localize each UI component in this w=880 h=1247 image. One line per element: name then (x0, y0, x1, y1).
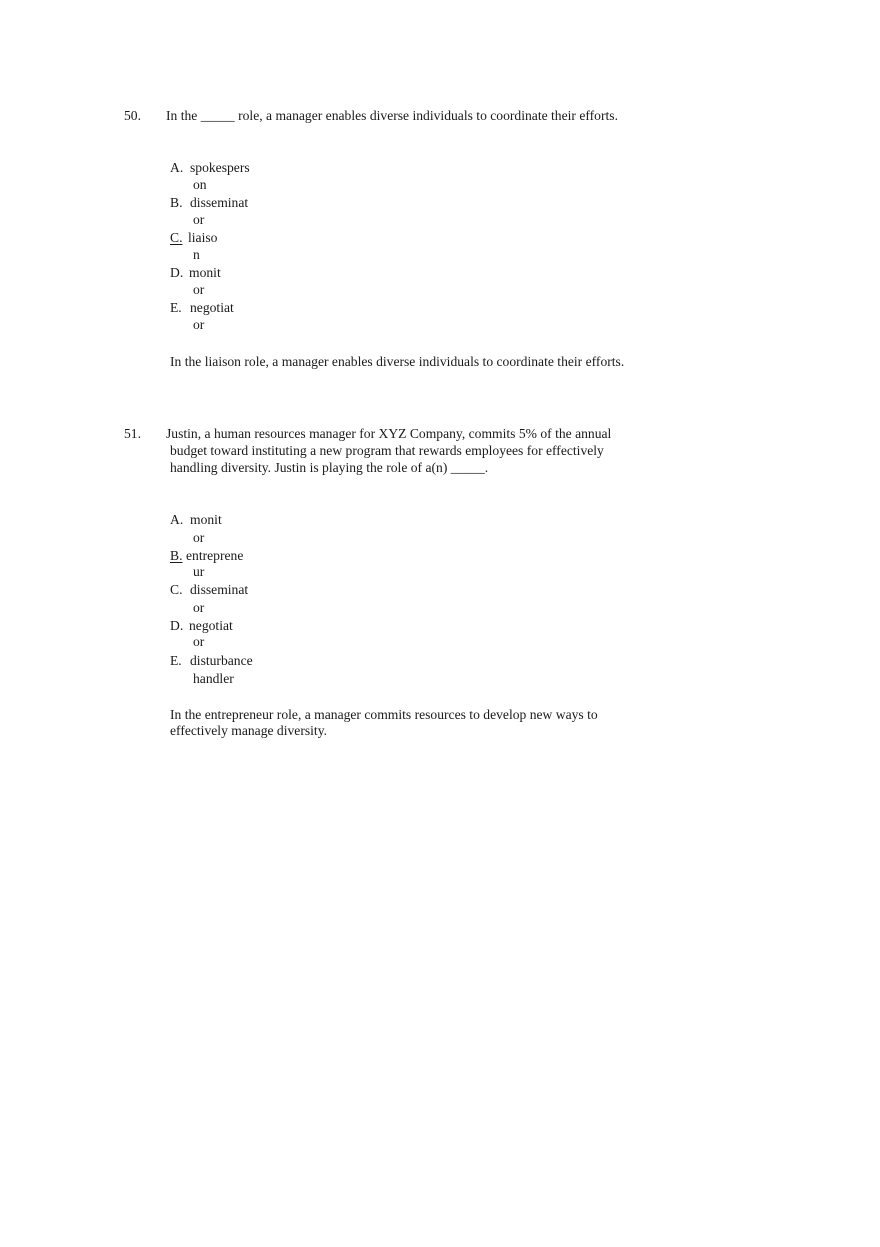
option-letter: D. (170, 265, 184, 280)
question-stem: In the _____ role, a manager enables diverse individuals to coordinate their efforts. (166, 108, 618, 123)
option-letter-correct: B. (170, 548, 183, 563)
option-text-cont: handler (193, 671, 234, 686)
option-letter: D. (170, 618, 184, 633)
option-text-cont: ur (193, 564, 205, 579)
question-number: 51. (124, 426, 141, 441)
answer-explanation: In the liaison role, a manager enables diverse individuals to coordinate their efforts. (170, 354, 625, 369)
option-text: monit (190, 512, 222, 527)
option-text: disseminat (190, 195, 249, 210)
option-text: liaiso (188, 230, 218, 245)
option-text-cont: or (193, 282, 205, 297)
option-text: disturbance (190, 653, 253, 668)
option-text: spokespers (190, 160, 250, 175)
option-text-cont: or (193, 634, 205, 649)
option-text: disseminat (190, 582, 249, 597)
option-letter: A. (170, 512, 184, 527)
option-text: monit (189, 265, 221, 280)
option-text: negotiat (189, 618, 233, 633)
option-letter: B. (170, 195, 183, 210)
option-text-cont: or (193, 530, 205, 545)
option-letter-correct: C. (170, 230, 183, 245)
option-text: entreprene (186, 548, 244, 563)
option-text-cont: n (193, 247, 200, 262)
option-text-cont: or (193, 600, 205, 615)
option-letter: E. (170, 653, 182, 668)
answer-explanation: In the entrepreneur role, a manager commits resources to develop new ways to (170, 707, 598, 722)
option-text-cont: or (193, 212, 205, 227)
option-letter: A. (170, 160, 184, 175)
option-text-cont: or (193, 317, 205, 332)
question-number: 50. (124, 108, 141, 123)
option-letter: C. (170, 582, 183, 597)
option-text-cont: on (193, 177, 207, 192)
option-text: negotiat (190, 300, 234, 315)
question-stem-cont: budget toward instituting a new program that rewards employees for effectively (170, 443, 604, 458)
option-letter: E. (170, 300, 182, 315)
question-stem-cont: handling diversity. Justin is playing the role of a(n) _____. (170, 460, 489, 475)
answer-explanation-cont: effectively manage diversity. (170, 723, 328, 738)
question-stem: Justin, a human resources manager for XYZ Company, commits 5% of the annual (166, 426, 612, 441)
